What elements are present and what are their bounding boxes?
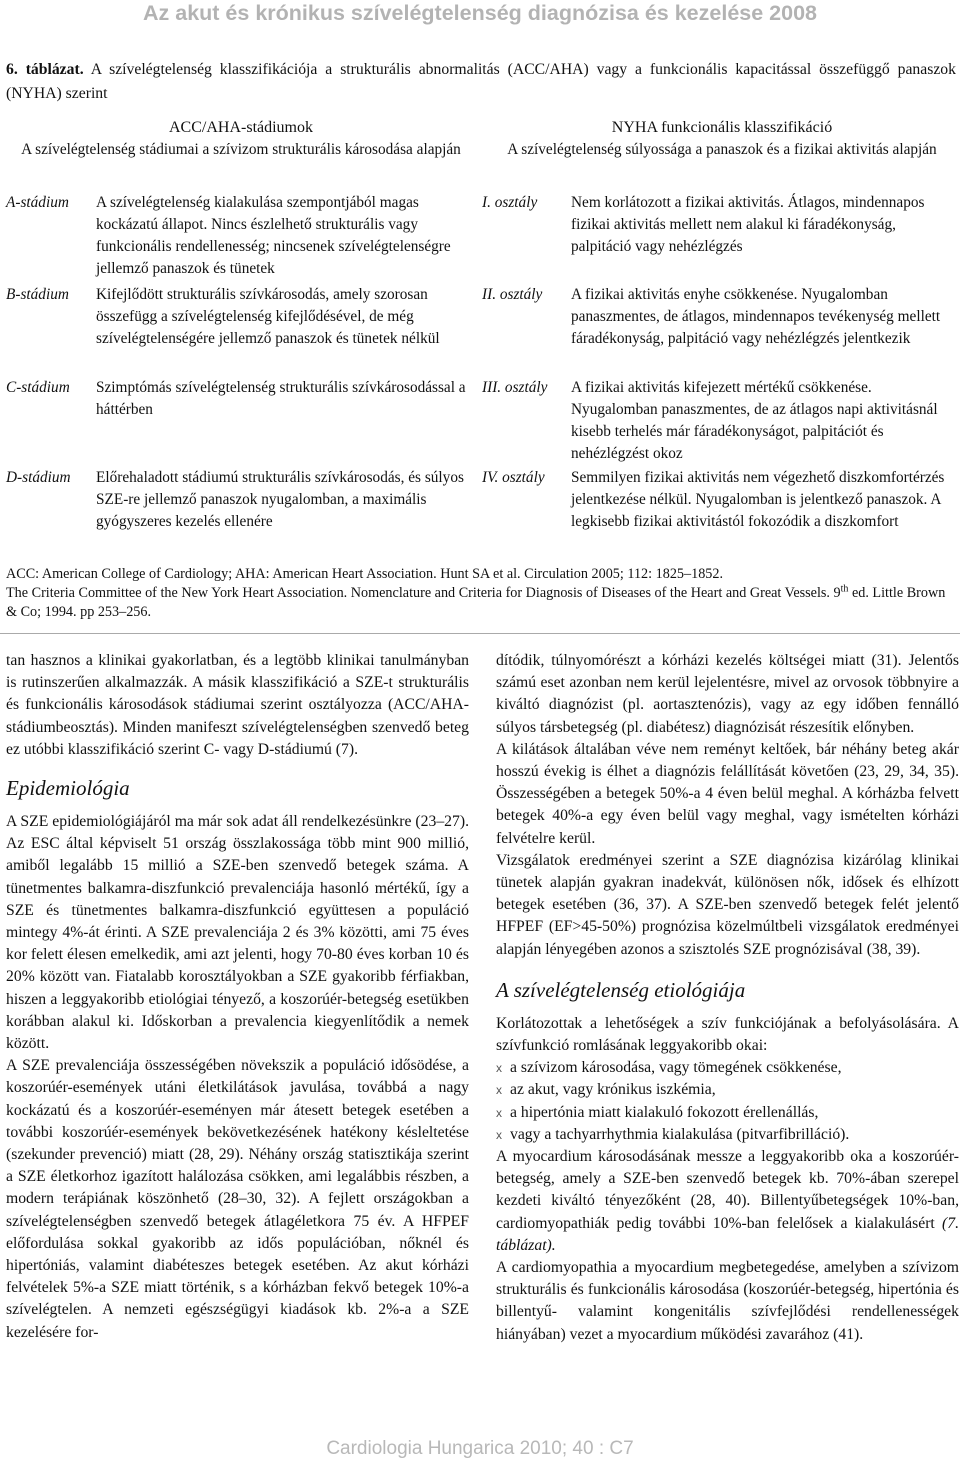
paragraph: dítódik, túlnyomórészt a kórházi kezelés költségei miatt (31). Jelentős számú eset azonban nem kerül lejelentésre, mivel az orvosok többnyire a kiváltó diagnózist (pl. aortasztenózis), vagy az egy időben fennálló súlyos társbetegség (pl. diabétesz) diagnózisát részesítik előnyben. (496, 652, 959, 736)
section-title-epidemiology: Epidemiológia (6, 776, 130, 801)
acc-aha-heading: ACC/AHA-stádiumok (169, 119, 313, 136)
stage-label: A-stádium (6, 194, 69, 211)
section-title-etiology: A szívelégtelenség etiológiája (496, 977, 746, 1002)
footnote-reference: The Criteria Committee of the New York Heart Association. Nomenclature and Criteria for Diagnosis of Diseases of the Heart and Great Vessels. 9th ed. Little Brown & Co; 1994. pp 253–256. (6, 583, 946, 620)
footnote-abbreviations: ACC: American College of Cardiology; AHA: American Heart Association. Hunt SA et al. Circulation 2005; 112: 1825–1852. (6, 566, 724, 582)
list-item: x a hipertónia miatt kialakuló fokozott érellenállás, (496, 1102, 959, 1124)
table-caption-text: A szívelégtelenség klasszifikációja a strukturális abnormalitás (ACC/AHA) vagy a funkcionális kapacitással összefüggő panaszok (NYHA) szerint (6, 61, 956, 102)
nyha-class-label: I. osztály (482, 194, 538, 211)
paragraph: tan hasznos a klinikai gyakorlatban, és a legtöbb klinikai tanulmányban is rutinszerűen alkalmazzák. A másik klasszifikáció a SZE-t strukturális és funkcionális károsodások stádiumai szerint osztályozza (ACC/AHA-stádiumbeosztás). Minden manifeszt szívelégtelenségben szenvedő beteg ez utóbbi klasszifikáció szerint C- vagy D-stádiumú (7). (6, 652, 469, 758)
nyha-heading: NYHA funkcionális klasszifikáció (611, 119, 833, 136)
stage-description: Szimptómás szívelégtelenség strukturális szívkárosodással a háttérben (96, 379, 466, 418)
paragraph: A SZE prevalenciája összességében növekszik a populáció idősödése, a koszorúér-események utáni életkilátások javulása, továbbá a nagy kockázatú és a koszorúér-eseményen már átesett betegek esetében a további koszorúér-események bekövetkezésének hatékony késleltetése (szekunder prevenció) miatt (28, 29). Néhány ország statisztikája szerint a SZE életkorhoz igazított halálozása csökken, ami legalábbis részben, a modern terápiának köszönhető (28–30, 32). A fejlett országokban a szívelégtelenségben szenvedő betegek átlagéletkora 75 év. A HFPEF előfordulása sokkal gyakoribb az idős populációban, nőknél és hipertóniás, valamint diabéteszes betegek esetében. Az akut kórházi felvételek 5%-a SZE miatt történik, s a kórházban fekvő betegek 10%-a szívelégtelen. A nemzeti egészségügyi kiadások kb. 2%-a a SZE kezelésére for- (6, 1057, 469, 1341)
acc-aha-subheading: A szívelégtelenség stádiumai a szívizom strukturális károsodása alapján (21, 141, 461, 158)
nyha-column-header (486, 117, 958, 161)
list-item: x vagy a tachyarrhythmia kialakulása (pitvarfibrilláció). (496, 1124, 959, 1146)
nyha-class-description: Semmilyen fizikai aktivitás nem végezhető diszkomfortérzés jelentkezése nélkül. Nyugalomban is jelentkező panaszok. A legkisebb fizikai aktivitástól fokozódik a diszkomfort (571, 469, 945, 530)
table-caption (6, 58, 956, 106)
left-text-column (6, 650, 469, 1344)
bullet-marker: x (496, 1127, 502, 1142)
bullet-marker: x (496, 1083, 502, 1098)
paragraph: Korlátozottak a lehetőségek a szív funkciójának a befolyásolására. A szívfunkció romlásának leggyakoribb okai: (496, 1014, 959, 1055)
nyha-class-label: II. osztály (482, 286, 543, 303)
nyha-class-label: IV. osztály (482, 469, 545, 486)
table-footnote (6, 565, 958, 622)
paragraph: A cardiomyopathia a myocardium megbetegedése, amelyben a szívizom strukturális és funkcionális károsodása (koszorúér-betegség, hipertónia és billentyű- valamint kongenitális szívfejlődési rendellenességek hiányában) vezet a myocardium működési zavarához (41). (496, 1259, 959, 1343)
bullet-marker: x (496, 1105, 502, 1120)
stage-label: C-stádium (6, 379, 70, 396)
running-header: Az akut és krónikus szívelégtelenség diagnózisa és kezelése 2008 (143, 1, 817, 25)
stage-description: Kifejlődött strukturális szívkárosodás, amely szorosan összefügg a szívelégtelenség kifejlődésével, de még szívelégtelenségére jellemző panaszok és tünetek nélkül (96, 286, 440, 347)
table-number: 6. táblázat. (6, 61, 84, 78)
paragraph: A myocardium károsodásának messze a leggyakoribb oka a koszorúér-betegség, amely a SZE-ben szenvedő betegek kb. 70%-ában szerepel kezdeti kiváltó tényezőként (28, 40). Billentyűbetegségek 10%-ban, cardiomyopathiák pedig további 10%-ban felelősek a kialakulásért (7. táblázat). (496, 1148, 959, 1254)
bullet-marker: x (496, 1061, 502, 1076)
running-footer: Cardiologia Hungarica 2010; 40 : C7 (326, 1438, 634, 1459)
nyha-class-description: A fizikai aktivitás kifejezett mértékű csökkenése. Nyugalomban panaszmentes, de az átlagos napi aktivitásnál kisebb terhelés már fáradékonyságot, palpitációt és nehézlégzést okoz (571, 379, 938, 462)
right-text-column (496, 650, 959, 1346)
stage-description: A szívelégtelenség kialakulása szempontjából magas kockázatú állapot. Nincs észlelhető strukturális vagy funkcionális rendellenesség; nincsenek szívelégtelenségre jellemző panaszok és tünetek (96, 194, 451, 277)
table-divider (0, 633, 960, 634)
nyha-class-description: A fizikai aktivitás enyhe csökkenése. Nyugalomban panaszmentes, de átlagos, mindennapos tevékenység mellett fáradékonyság, palpitáció vagy nehézlégzés jelentkezik (571, 286, 941, 347)
stage-description: Előrehaladott stádiumú strukturális szívkárosodás, és súlyos SZE-re jellemző panaszok nyugalomban, a maximális gyógyszeres kezelés ellenére (96, 469, 464, 530)
paragraph: A kilátások általában véve nem reményt keltőek, bár néhány beteg akár hosszú évekig is élhet a diagnózis felállítását követően (23, 29, 34, 35). Összességében a betegek 50%-a 4 éven belül meghal. A kórházba felvett betegek 40%-a egy éven belül vagy meghal, vagy ismételten kórházi felvételre kerül. (496, 740, 959, 847)
nyha-class-description: Nem korlátozott a fizikai aktivitás. Átlagos, mindennapos fizikai aktivitás mellett nem alakul ki fáradékonyság, palpitáció vagy nehézlégzés (571, 194, 925, 255)
paragraph: Vizsgálatok eredményei szerint a SZE diagnózisa kizárólag klinikai tünetek alapján gyakran inadekvát, különösen nők, idősek és elhízott betegek esetében (36, 37). A SZE-ben szenvedő betegek felét jelentő HFPEF (EF>45-50%) prognózisa közelmúltbeli vizsgálatok eredményei alapján lényegében azonos a szisztolés SZE prognózisával (38, 39). (496, 851, 959, 958)
nyha-class-label: III. osztály (482, 379, 548, 396)
list-item: x a szívizom károsodása, vagy tömegének csökkenése, (496, 1057, 959, 1079)
paragraph: A SZE epidemiológiájáról ma már sok adat áll rendelkezésünkre (23–27). Az ESC által képviselt 51 ország összlakossága több mint 900 millió, amiből legalább 15 millió a SZE-ben szenvedő betegek száma. A tünetmentes balkamra-diszfunkció prevalenciája hasonló mértékű, így a SZE és tünetmentes balkamra-diszfunkció együttesen a populáció mintegy 4%-át érinti. A SZE prevalenciája 2 és 3% közötti, ami 75 éves kor felett élesen emelkedik, ami azt jelenti, hogy 70-80 éves korban 10 és 20% között van. Fiatalabb korosztályokban a SZE gyakoribb férfiakban, hiszen a leggyakoribb etiológiai tényező, a koszorúér-betegség esetükben korábban alakul ki. Időskorban a prevalencia kiegyenlítődik a nemek között. (6, 813, 469, 1053)
list-item: x az akut, vagy krónikus iszkémia, (496, 1079, 959, 1101)
nyha-subheading: A szívelégtelenség súlyossága a panaszok és a fizikai aktivitás alapján (507, 141, 937, 158)
acc-aha-column-header (6, 117, 476, 161)
stage-label: B-stádium (6, 286, 69, 303)
table-reference: (7. táblázat). (496, 1214, 959, 1254)
stage-label: D-stádium (6, 469, 71, 486)
